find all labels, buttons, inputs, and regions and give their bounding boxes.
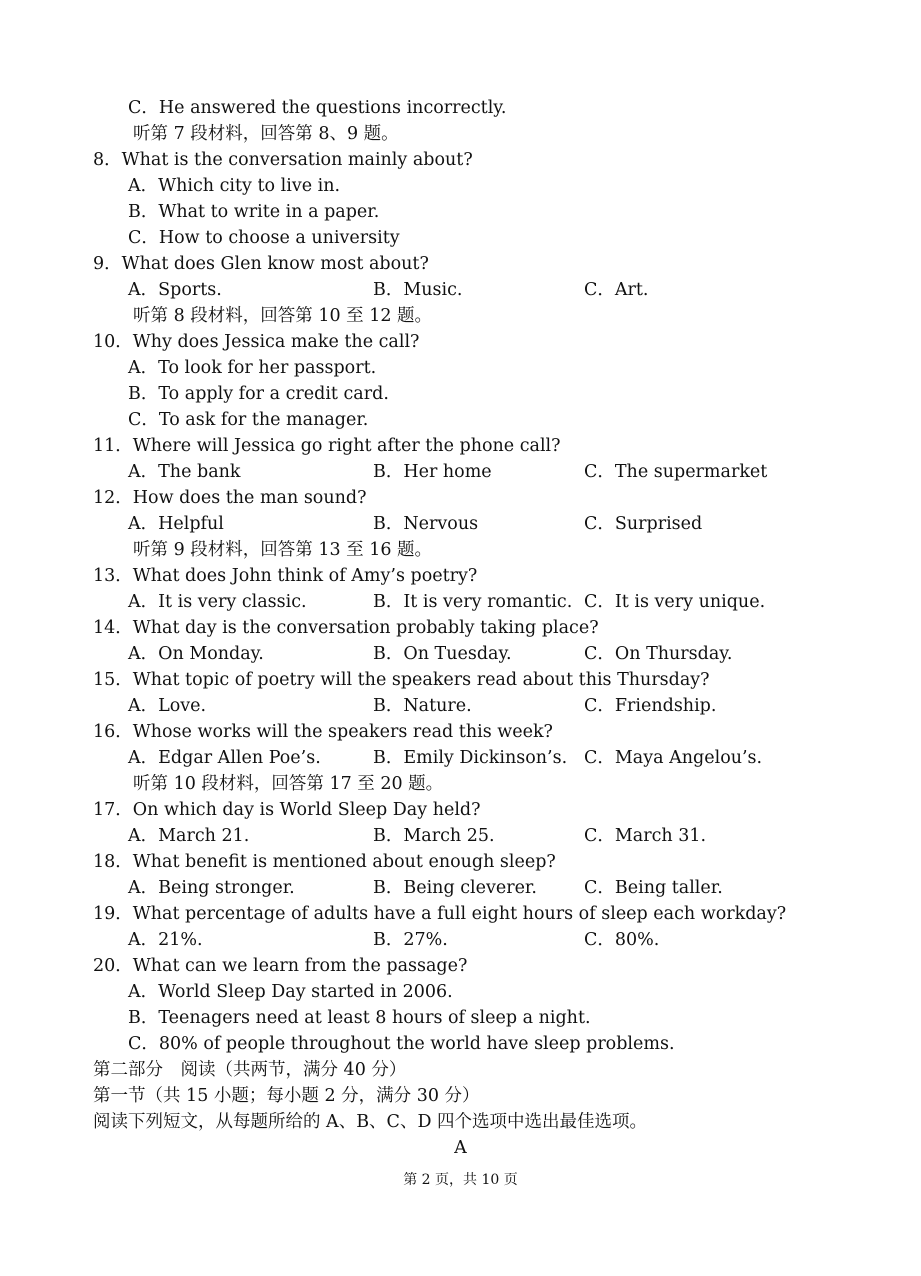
- option-a: A．On Monday.: [128, 644, 264, 664]
- option-b: B．March 25.: [373, 826, 495, 846]
- section-instruction: 听第 10 段材料，回答第 17 至 20 题。: [133, 774, 444, 794]
- question-stem: 13．What does John think of Amy’s poetry?: [93, 566, 478, 586]
- part-heading: 第二部分 阅读（共两节，满分 40 分）: [93, 1060, 407, 1080]
- option-c: C．March 31.: [584, 826, 707, 846]
- section-instruction: 听第 8 段材料，回答第 10 至 12 题。: [133, 306, 433, 326]
- option-c: C．On Thursday.: [584, 644, 733, 664]
- part-heading: 阅读下列短文，从每题所给的 A、B、C、D 四个选项中选出最佳选项。: [93, 1112, 648, 1132]
- option-b: B．It is very romantic.: [373, 592, 573, 612]
- option-a: A．March 21.: [128, 826, 250, 846]
- option-b: B．Emily Dickinson’s.: [373, 748, 568, 768]
- section-instruction: 听第 9 段材料，回答第 13 至 16 题。: [133, 540, 433, 560]
- option-b: B．27%.: [373, 930, 448, 950]
- answer-option: A．World Sleep Day started in 2006.: [128, 982, 453, 1002]
- answer-option: A．Which city to live in.: [128, 176, 341, 196]
- option-a: A．21%.: [128, 930, 203, 950]
- option-c: C．Art.: [584, 280, 649, 300]
- option-a: A．Sports.: [128, 280, 222, 300]
- question-stem: 16．Whose works will the speakers read this week?: [93, 722, 553, 742]
- option-c: C．Surprised: [584, 514, 703, 534]
- option-b: B．Her home: [373, 462, 492, 482]
- answer-option: C．How to choose a university: [128, 228, 400, 248]
- question-stem: 15．What topic of poetry will the speakers read about this Thursday?: [93, 670, 710, 690]
- option-c: C．80%.: [584, 930, 660, 950]
- option-b: B．Being cleverer.: [373, 878, 537, 898]
- question-stem: 9．What does Glen know most about?: [93, 254, 429, 274]
- option-c: C．Friendship.: [584, 696, 717, 716]
- question-stem: 11．Where will Jessica go right after the phone call?: [93, 436, 561, 456]
- option-a: A．The bank: [128, 462, 241, 482]
- question-stem: 14．What day is the conversation probably taking place?: [93, 618, 599, 638]
- option-a: A．Edgar Allen Poe’s.: [128, 748, 321, 768]
- option-c: C．The supermarket: [584, 462, 768, 482]
- option-b: B．Nature.: [373, 696, 472, 716]
- page-footer: 第 2 页，共 10 页: [403, 1172, 518, 1188]
- question-stem: 8．What is the conversation mainly about?: [93, 150, 473, 170]
- option-c: C．It is very unique.: [584, 592, 766, 612]
- option-a: A．Being stronger.: [128, 878, 295, 898]
- option-a: A．It is very classic.: [128, 592, 307, 612]
- answer-option: A．To look for her passport.: [128, 358, 377, 378]
- answer-option: C．80% of people throughout the world have sleep problems.: [128, 1034, 675, 1054]
- section-instruction: 听第 7 段材料，回答第 8、9 题。: [133, 124, 399, 144]
- option-b: B．On Tuesday.: [373, 644, 512, 664]
- option-a: A．Love.: [128, 696, 207, 716]
- passage-label: A: [454, 1138, 467, 1158]
- option-b: B．Music.: [373, 280, 463, 300]
- question-stem: 19．What percentage of adults have a full eight hours of sleep each workday?: [93, 904, 787, 924]
- answer-option: C．To ask for the manager.: [128, 410, 369, 430]
- answer-option: B．To apply for a credit card.: [128, 384, 389, 404]
- option-a: A．Helpful: [128, 514, 224, 534]
- answer-option: B．Teenagers need at least 8 hours of sleep a night.: [128, 1008, 591, 1028]
- question-stem: 12．How does the man sound?: [93, 488, 367, 508]
- question-stem: 17．On which day is World Sleep Day held?: [93, 800, 481, 820]
- answer-option: B．What to write in a paper.: [128, 202, 380, 222]
- question-stem: 20．What can we learn from the passage?: [93, 956, 468, 976]
- option-b: B．Nervous: [373, 514, 479, 534]
- option-c: C．Maya Angelou’s.: [584, 748, 763, 768]
- question-stem: 10．Why does Jessica make the call?: [93, 332, 420, 352]
- option-c: C．Being taller.: [584, 878, 723, 898]
- answer-option: C．He answered the questions incorrectly.: [128, 98, 507, 118]
- question-stem: 18．What benefit is mentioned about enough sleep?: [93, 852, 556, 872]
- part-heading: 第一节（共 15 小题；每小题 2 分，满分 30 分）: [93, 1086, 480, 1106]
